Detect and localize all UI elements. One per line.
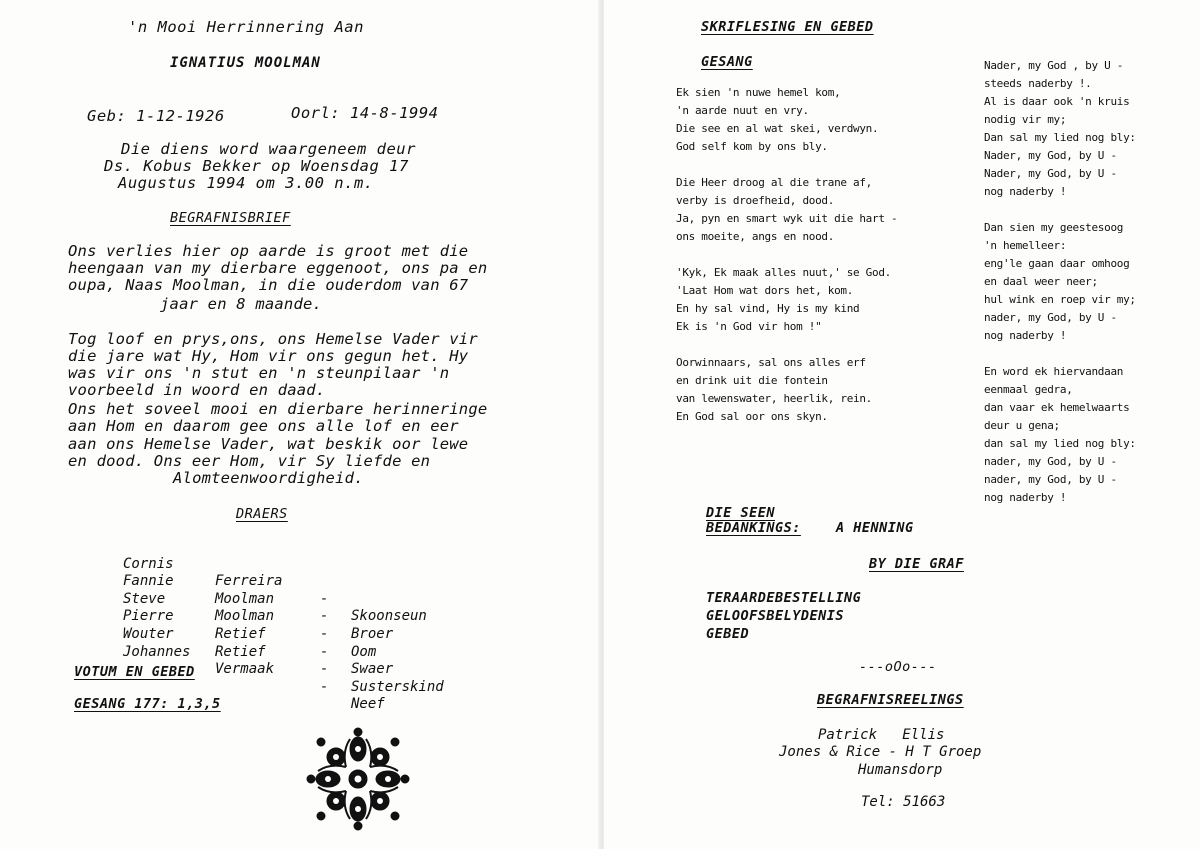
intro-text: 'n Mooi Herrinnering Aan <box>128 18 364 36</box>
votum-heading: VOTUM EN GEBED <box>74 664 195 680</box>
service-line: Augustus 1994 om 3.00 n.m. <box>118 174 374 192</box>
bearer-last-name: Ferreira <box>215 573 283 590</box>
bearer-relation: Susterskind <box>351 678 444 695</box>
song-line-gap <box>984 201 1136 219</box>
song-line: deur u gena; <box>984 419 1060 432</box>
letter-line: Alomteenwoordigheid. <box>173 469 364 487</box>
grave-item: GELOOFSBELYDENIS <box>706 608 845 624</box>
song-line: Dan sien my geestesoog <box>984 221 1124 234</box>
song-line: Die Heer droog al die trane af, <box>676 176 872 189</box>
song-line: dan sal my lied nog bly: <box>984 437 1136 450</box>
letter-line: aan Hom en daarom gee ons alle lof en eer <box>68 417 459 435</box>
bearer-dash: - <box>320 661 329 678</box>
grave-item: TERAARDEBESTELLING <box>706 590 862 606</box>
song-line-gap <box>984 345 1136 363</box>
undertaker-line: Jones & Rice - H T Groep <box>779 744 982 760</box>
song-line: steeds naderby !. <box>984 77 1092 90</box>
bearer-first-name: Pierre <box>123 608 174 625</box>
letter-line: Ons verlies hier op aarde is groot met die <box>68 242 469 260</box>
song-line: en daal weer neer; <box>984 275 1098 288</box>
bearer-dash: - <box>320 590 329 607</box>
song-line: nader, my God, by U - <box>984 455 1117 468</box>
arrangements-heading: BEGRAFNISREELINGS <box>817 692 964 708</box>
blessing-heading: DIE SEEN <box>706 505 776 521</box>
letter-line: voorbeeld in woord en daad. <box>68 381 326 399</box>
letter-line: oupa, Naas Moolman, in die ouderdom van 67 <box>68 276 469 294</box>
song-line: Nader, my God, by U - <box>984 149 1117 162</box>
separator: ---oOo--- <box>859 659 937 675</box>
bearer-relation: Swaer <box>351 661 394 678</box>
song-line: 'Kyk, Ek maak alles nuut,' se God. <box>676 266 891 279</box>
song-line: nog naderby ! <box>984 491 1067 504</box>
bearer-dash: - <box>320 625 329 642</box>
song-line: Dan sal my lied nog bly: <box>984 131 1136 144</box>
song-column-1 <box>676 84 897 426</box>
song-line: nog naderby ! <box>984 185 1067 198</box>
song-line: God self kom by ons bly. <box>676 140 828 153</box>
song-line: nader, my God, by U - <box>984 311 1117 324</box>
song-line: En word ek hiervandaan <box>984 365 1124 378</box>
song-line: 'Laat Hom wat dors het, kom. <box>676 284 854 297</box>
grave-heading: BY DIE GRAF <box>869 556 964 572</box>
song-line: Ek sien 'n nuwe hemel kom, <box>676 86 841 99</box>
song-line: eenmaal gedra, <box>984 383 1073 396</box>
song-line: en drink uit die fontein <box>676 374 828 387</box>
grave-item: GEBED <box>706 626 750 642</box>
bearer-first-name: Fannie <box>123 573 174 590</box>
bearer-last-name: Moolman <box>215 608 275 625</box>
bearer-relation: Oom <box>351 643 377 660</box>
song-line: 'n aarde nuut en vry. <box>676 104 809 117</box>
song-line-gap <box>676 246 897 264</box>
hymn-reference: GESANG 177: 1,3,5 <box>74 696 221 712</box>
bearer-first-name: Cornis <box>123 555 174 572</box>
bearer-dash: - <box>320 643 329 660</box>
song-line: ons moeite, angs en nood. <box>676 230 835 243</box>
deceased-name: IGNATIUS MOOLMAN <box>170 55 321 71</box>
song-line: nog naderby ! <box>984 329 1067 342</box>
bearer-dash: - <box>320 678 329 695</box>
service-line: Ds. Kobus Bekker op Woensdag 17 <box>104 157 409 175</box>
service-line: Die diens word waargeneem deur <box>121 140 416 158</box>
letter-line: aan ons Hemelse Vader, wat beskik oor lewe <box>68 435 469 453</box>
letter-line: was vir ons 'n stut en 'n steunpilaar 'n <box>68 364 450 382</box>
bearer-last-name: Vermaak <box>215 661 275 678</box>
bearer-first-name: Steve <box>123 590 166 607</box>
telephone: Tel: 51663 <box>861 794 946 810</box>
bearer-last-name: Retief <box>215 643 266 660</box>
letter-line: Ons het soveel mooi en dierbare herinneringe <box>68 400 488 418</box>
bearer-last-name: Moolman <box>215 590 275 607</box>
song-line: En God sal oor ons skyn. <box>676 410 828 423</box>
bearer-first-name: Wouter <box>123 625 174 642</box>
bearer-relation: Broer <box>351 625 394 642</box>
song-line: Die see en al wat skei, verdwyn. <box>676 122 879 135</box>
song-line: Nader, my God, by U - <box>984 167 1117 180</box>
song-line-gap <box>676 156 897 174</box>
undertaker-line: Humansdorp <box>858 762 943 778</box>
song-line: van lewenswater, heerlik, rein. <box>676 392 872 405</box>
bearers-heading: DRAERS <box>236 506 288 522</box>
scripture-heading: SKRIFLESING EN GEBED <box>701 19 874 35</box>
song-line: nader, my God, by U - <box>984 473 1117 486</box>
death-date: Oorl: 14-8-1994 <box>291 104 439 122</box>
right-page <box>604 0 1200 849</box>
bearer-dash: - <box>320 608 329 625</box>
song-line: 'n hemelleer: <box>984 239 1067 252</box>
birth-date: Geb: 1-12-1926 <box>87 107 225 125</box>
letter-line: en dood. Ons eer Hom, vir Sy liefde en <box>68 452 431 470</box>
letter-heading: BEGRAFNISBRIEF <box>170 210 291 226</box>
song-line: Ek is 'n God vir hom !" <box>676 320 822 333</box>
song-heading: GESANG <box>701 54 753 70</box>
song-line: Al is daar ook 'n kruis <box>984 95 1130 108</box>
song-line: En hy sal vind, Hy is my kind <box>676 302 860 315</box>
letter-line: heengaan van my dierbare eggenoot, ons pa en <box>68 259 488 277</box>
bearer-relation: Neef <box>351 696 385 713</box>
floral-ornament-icon <box>306 727 410 831</box>
thanks-label: BEDANKINGS: <box>706 520 801 536</box>
song-line: eng'le gaan daar omhoog <box>984 257 1130 270</box>
song-line: verby is droefheid, dood. <box>676 194 835 207</box>
song-line: Ja, pyn en smart wyk uit die hart - <box>676 212 898 225</box>
song-line: nodig vir my; <box>984 113 1067 126</box>
song-line: Nader, my God , by U - <box>984 59 1124 72</box>
song-line-gap <box>676 336 897 354</box>
thanks-name: A HENNING <box>836 520 914 536</box>
song-column-2 <box>984 57 1136 507</box>
song-line: Oorwinnaars, sal ons alles erf <box>676 356 866 369</box>
letter-line: jaar en 8 maande. <box>160 295 323 313</box>
bearer-relation: Skoonseun <box>351 608 427 625</box>
letter-line: Tog loof en prys,ons, ons Hemelse Vader vir <box>68 330 478 348</box>
letter-line: die jare wat Hy, Hom vir ons gegun het. Hy <box>68 347 469 365</box>
bearer-first-name: Johannes <box>123 643 191 660</box>
song-line: hul wink en roep vir my; <box>984 293 1136 306</box>
song-line: dan vaar ek hemelwaarts <box>984 401 1130 414</box>
undertaker-line: Patrick Ellis <box>818 727 945 743</box>
bearer-last-name: Retief <box>215 625 266 642</box>
